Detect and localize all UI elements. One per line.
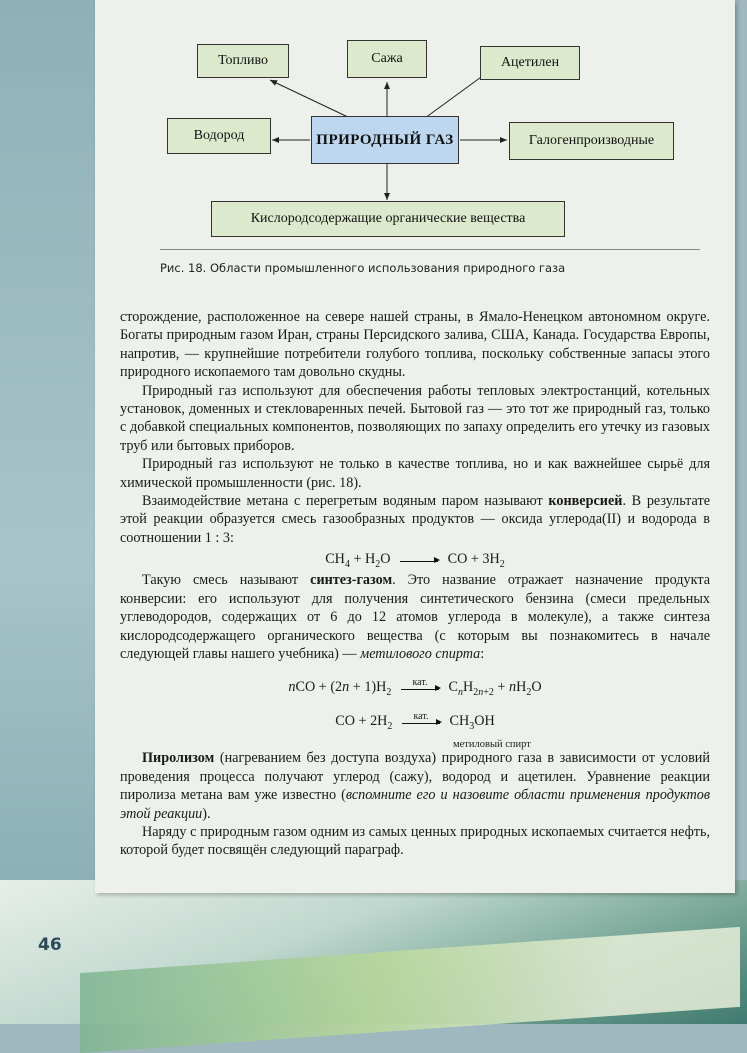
figure-caption: Рис. 18. Области промышленного использования природного газа bbox=[160, 261, 566, 275]
background-left bbox=[0, 0, 100, 1024]
p6-task: вспомните его и назовите области применения продуктов этой реакции bbox=[120, 787, 710, 822]
methanol-label: метиловый спирт bbox=[453, 739, 531, 751]
box-natural-gas: ПРИРОДНЫЙ ГАЗ bbox=[311, 116, 459, 164]
box-oxygen-compounds: Кислородсодержащие органические вещества bbox=[211, 201, 565, 237]
p5-text-c: . Это название отражает назначение продукта конверсии: его используют для получения синтетического бензина (смеси предельных углеводородов, содержащих от 6 до 12 атомов углерода в молекуле), а также синтеза кислородсодержащего органического вещества (с которым вы познакомитесь в начале следующей главы нашего учебника) — bbox=[120, 572, 710, 662]
paragraph-1: сторождение, расположенное на севере нашей страны, в Ямало-Ненецком автономном округе. Богаты природным газом Иран, страны Персидского залива, США, Канада. Государства Европы, напротив, — крупнейшие потребители голубого топлива, поскольку собственные запасы этого природного ископаемого там довольно скудны. bbox=[120, 309, 710, 381]
page-number: 46 bbox=[38, 935, 62, 955]
p5-text-e: : bbox=[480, 645, 485, 662]
box-halogen-derivatives: Галогенпроизводные bbox=[509, 122, 674, 160]
p6-text-d: ). bbox=[202, 805, 211, 822]
equation-methanol: CO + $2H_2$ кат. $CH_3OH$ метиловый спирт bbox=[120, 699, 710, 735]
term-methanol: метилового спирта bbox=[360, 645, 481, 662]
arrow-to-fuel bbox=[270, 80, 350, 118]
paragraph-4 bbox=[120, 492, 710, 547]
box-fuel: Топливо bbox=[197, 44, 289, 78]
paragraph-7: Наряду с природным газом одним из самых ценных природных ископаемых считается нефть, которой будет посвящён следующий параграф. bbox=[120, 823, 710, 859]
paragraph-6 bbox=[120, 749, 710, 823]
term-syngas: синтез-газом bbox=[310, 572, 393, 589]
paragraph-3: Природный газ используют не только в качестве топлива, но и как важнейшее сырьё для химической промышленности (рис. 18). bbox=[120, 456, 710, 491]
paragraph-5 bbox=[120, 571, 710, 663]
p6-text-b: (нагреванием без доступа воздуха) природного газа в зависимости от условий проведения процесса получают углерод (сажу), водород и ацетилен. Уравнение реакции пиролиза метана вам уже известно ( bbox=[120, 750, 710, 804]
equation-fischer-tropsch: nCO + $(2n + 1)H_2$ кат. $C_nH_{2n+2} + nH_2O$ bbox=[288, 676, 542, 699]
box-acetylene: Ацетилен bbox=[480, 46, 580, 80]
usage-diagram bbox=[95, 0, 735, 250]
reaction-arrow bbox=[400, 559, 438, 562]
p5-text-a: Такую смесь называют bbox=[142, 572, 311, 589]
box-hydrogen: Водород bbox=[167, 118, 271, 154]
textbook-page bbox=[95, 0, 735, 893]
paragraph-2: Природный газ используют для обеспечения работы тепловых электростанций, котельных установок, доменных и стекловаренных печей. Бытовой газ — это тот же природный газ, только с добавкой специальных компонентов, позволяющих по запаху определить его утечку из газовых труб или бытовых приборов. bbox=[120, 382, 710, 454]
box-soot: Сажа bbox=[347, 40, 427, 78]
reaction-arrow-catalyst: кат. bbox=[401, 687, 439, 690]
p4-text-a: Взаимодействие метана с перегретым водяным паром называют bbox=[142, 493, 549, 510]
reaction-arrow-catalyst-2: кат. bbox=[402, 721, 440, 724]
arrow-to-acetylene bbox=[425, 72, 488, 118]
term-pyrolysis: Пиролизом bbox=[142, 750, 215, 767]
caption-divider bbox=[160, 249, 700, 250]
body-text bbox=[120, 308, 710, 860]
term-conversion: конверсией bbox=[548, 493, 623, 510]
equation-conversion: $CH_4 + H_2O$ CO + $3H_2$ bbox=[325, 551, 505, 571]
p4-text-c: . В результате этой реакции образуется смесь газообразных продуктов — оксида углерода(II) и водорода в соотношении 1 : 3: bbox=[120, 493, 710, 546]
